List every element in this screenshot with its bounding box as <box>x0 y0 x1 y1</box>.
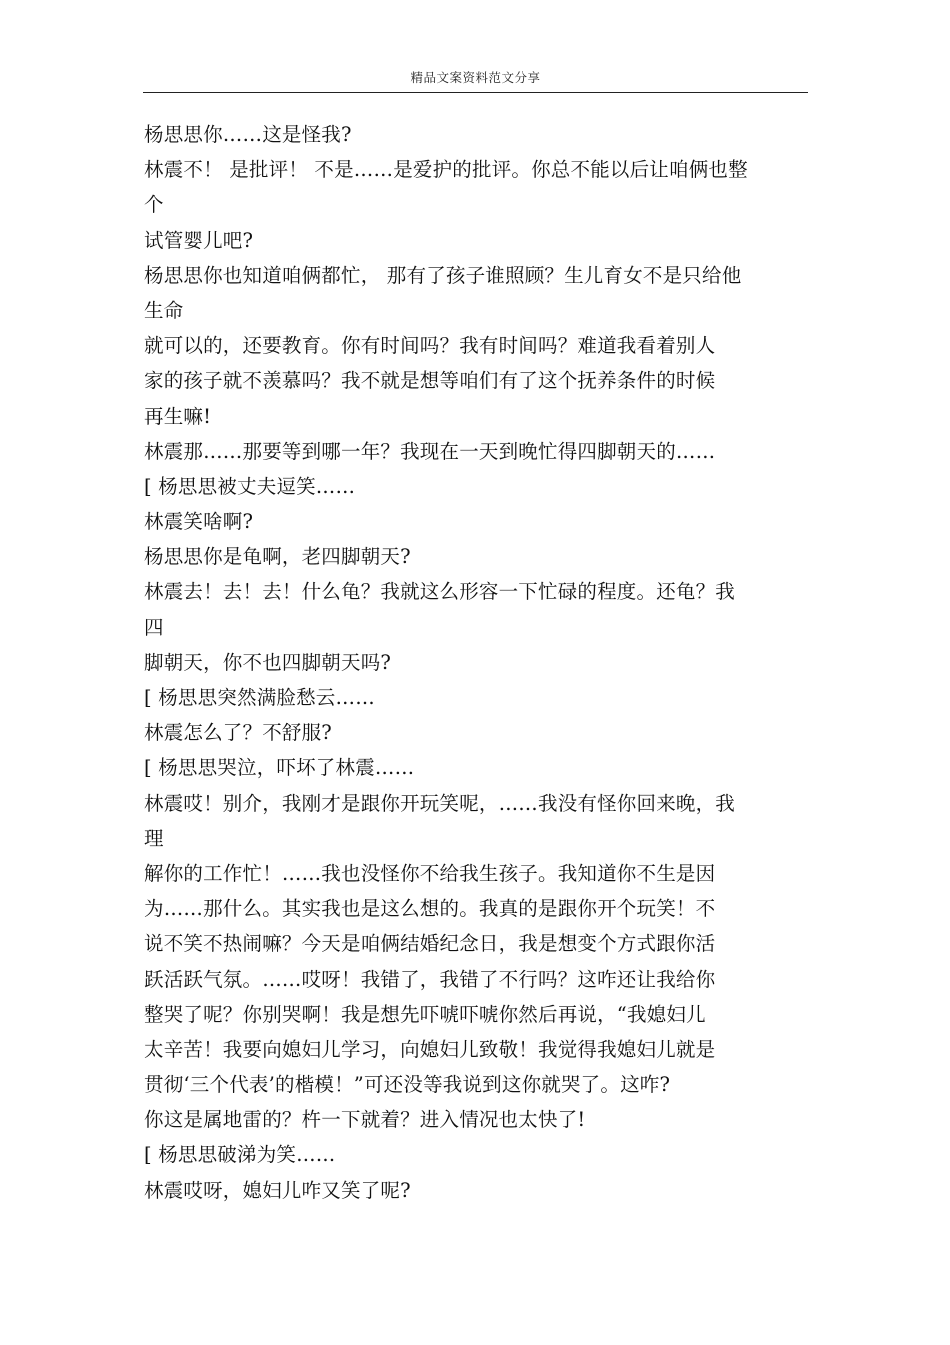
text-line: 个 <box>144 193 164 217</box>
text-line: 家的孩子就不羡慕吗？我不就是想等咱们有了这个抚养条件的时候 <box>144 369 716 393</box>
text-line: 林震去！去！去！什么龟？我就这么形容一下忙碌的程度。还龟？我 <box>144 580 736 604</box>
stage-direction: [ 杨思思被丈夫逗笑…… <box>144 474 356 498</box>
text-line: 杨思思你……这是怪我? <box>144 123 352 146</box>
text-line: 脚朝天，你不也四脚朝天吗? <box>144 650 392 674</box>
text-line: 说不笑不热闹嘛？今天是咱俩结婚纪念日，我是想变个方式跟你活 <box>144 932 716 956</box>
text-line: 林震哎！别介，我刚才是跟你开玩笑呢，……我没有怪你回来晚，我 <box>144 791 736 815</box>
text-line: 理 <box>144 826 164 850</box>
text-line: 林震笑啥啊? <box>144 510 254 534</box>
text-line: 林震哎呀，媳妇儿咋又笑了呢? <box>144 1178 411 1202</box>
text-line: 整哭了呢？你别哭啊！我是想先吓唬吓唬你然后再说，“我媳妇儿 <box>144 1002 706 1026</box>
text-line: 为……那什么。其实我也是这么想的。我真的是跟你开个玩笑！不 <box>144 897 716 921</box>
text-line: 解你的工作忙！……我也没怪你不给我生孩子。我知道你不生是因 <box>144 861 716 885</box>
text-line: 林震怎么了？不舒服? <box>144 721 332 745</box>
stage-direction: [ 杨思思哭泣，吓坏了林震…… <box>144 756 415 780</box>
stage-direction: [ 杨思思突然满脸愁云…… <box>144 686 375 709</box>
header-title: 精品文案资料范文分享 <box>410 70 541 85</box>
text-line: 太辛苦！我要向媳妇儿学习，向媳妇儿致敬！我觉得我媳妇儿就是 <box>144 1037 716 1061</box>
text-line: 就可以的，还要教育。你有时间吗？我有时间吗？难道我看着别人 <box>144 334 716 358</box>
text-line: 杨思思你也知道咱俩都忙， 那有了孩子谁照顾？生儿育女不是只给他 <box>144 263 742 287</box>
text-line: 再生嘛! <box>144 404 212 428</box>
stage-direction: [ 杨思思破涕为笑…… <box>144 1143 336 1167</box>
text-line: 林震不！ 是批评！ 不是……是爱护的批评。你总不能以后让咱俩也整 <box>144 158 748 182</box>
text-line: 你这是属地雷的？杵一下就着？进入情况也太快了! <box>144 1108 586 1132</box>
text-line: 试管婴儿吧? <box>144 228 254 252</box>
text-line: 杨思思你是龟啊，老四脚朝天? <box>144 545 411 569</box>
page-header <box>143 64 808 93</box>
text-line: 生命 <box>144 298 184 322</box>
script-body <box>144 117 784 1208</box>
text-line: 林震那……那要等到哪一年？我现在一天到晚忙得四脚朝天的…… <box>144 439 716 463</box>
text-line: 贯彻‘三个代表’的楷模！”可还没等我说到这你就哭了。这咋? <box>144 1073 671 1097</box>
text-line: 四 <box>144 615 164 639</box>
text-line: 跃活跃气氛。……哎呀！我错了，我错了不行吗？这咋还让我给你 <box>144 967 716 991</box>
